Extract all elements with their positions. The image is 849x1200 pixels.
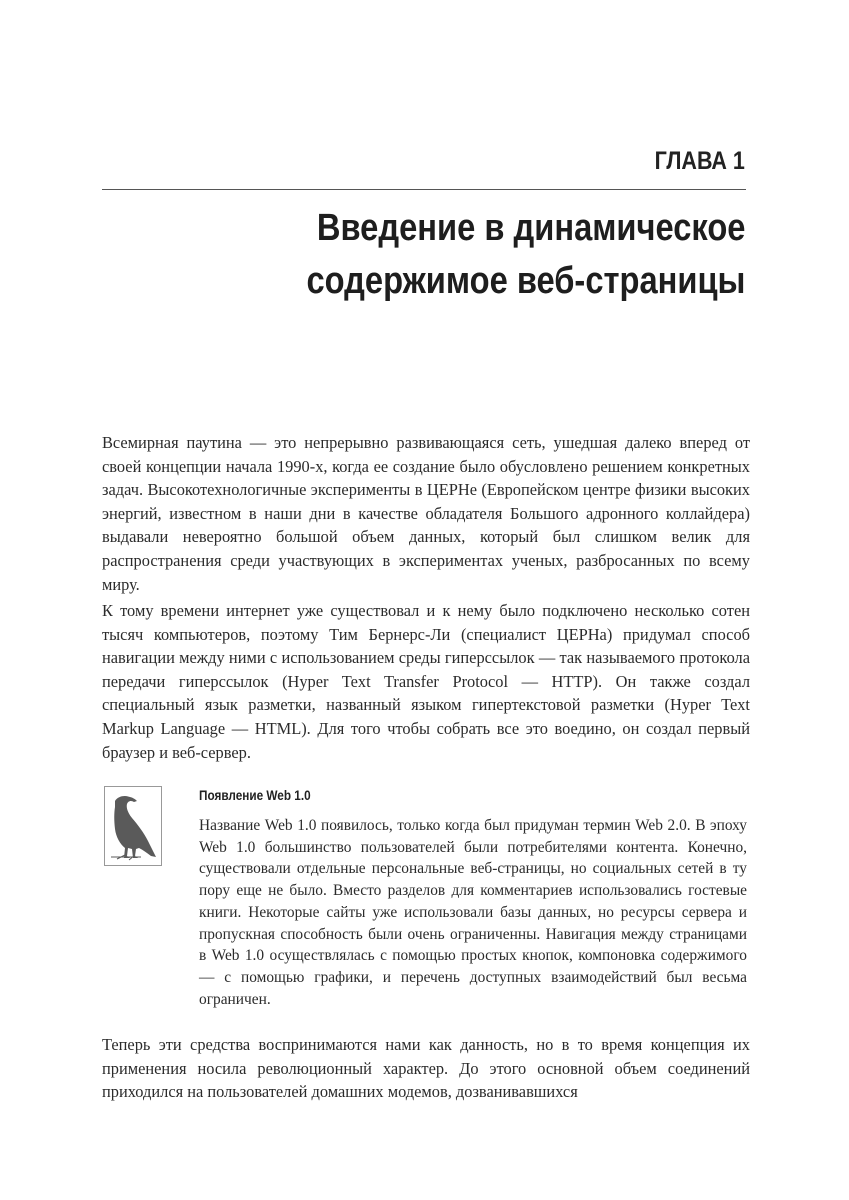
- note-title: Появление Web 1.0: [199, 787, 311, 803]
- chapter-title-line-2: содержимое веб-страницы: [305, 260, 745, 302]
- chapter-title: [306, 202, 745, 308]
- body-paragraph-1: Всемирная паутина — это непрерывно развивающаяся сеть, ушедшая далеко вперед от своей концепции начала 1990-х, когда ее создание было обусловлено решением конкретных задач. Высокотехнологичные эксперименты в ЦЕРНе (Европейском центре физики высоких энергий, известном в наши дни в качестве обладателя Большого адронного коллайдера) выдавали невероятно большой объем данных, который был слишком велик для распространения среди участвующих в экспериментах ученых, разбросанных по всему миру.: [102, 433, 750, 594]
- note-body: Название Web 1.0 появилось, только когда был придуман термин Web 2.0. В эпоху Web 1.0 большинство пользователей были потребителями контента. Конечно, существовали отдельные персональные веб-страницы, но социальных сетей в ту пору еще не было. Вместо разделов для комментариев использовались гостевые книги. Некоторые сайты уже использовали базы данных, но ресурсы сервера и пропускная способность были очень ограниченны. Навигация между страницами в Web 1.0 осуществлялась с помощью простых кнопок, компоновка содержимого — с помощью графики, и перечень доступных взаимодействий был весьма ограничен.: [199, 817, 747, 1008]
- bird-icon: [105, 787, 161, 865]
- body-paragraph-3: Теперь эти средства воспринимаются нами как данность, но в то время концепция их применения носила революционный характер. До этого основной объем соединений приходился на пользователей домашних модемов, дозванивавшихся: [102, 1035, 750, 1102]
- chapter-title-line-1: Введение в динамическое: [316, 207, 745, 249]
- body-paragraph-2: К тому времени интернет уже существовал и к нему было подключено несколько сотен тысяч компьютеров, поэтому Тим Бернерс-Ли (специалист ЦЕРНа) придумал способ навигации между ними с использованием среды гиперссылок — так называемого протокола передачи гиперссылок (Hyper Text Transfer Protocol — HTTP). Он также создал специальный язык разметки, названный языком гипертекстовой разметки (Hyper Text Markup Language — HTML). Для того чтобы собрать все это воедино, он создал первый браузер и веб-сервер.: [102, 601, 750, 762]
- chapter-label: ГЛАВА 1: [654, 147, 745, 175]
- note-icon-frame: [104, 786, 162, 866]
- chapter-rule: [102, 189, 746, 190]
